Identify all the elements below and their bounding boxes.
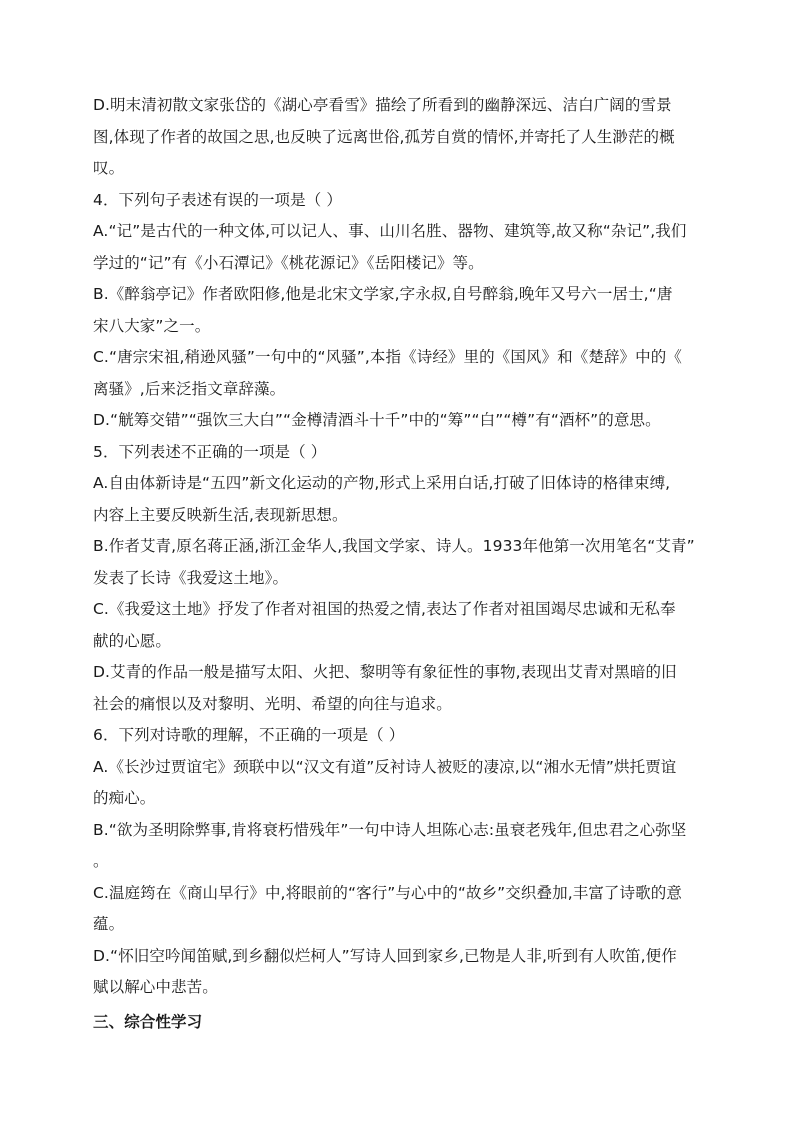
text-line: 献的心愿。	[93, 631, 172, 650]
text-line: D.明末清初散文家张岱的《湖心亭看雪》描绘了所看到的幽静深远、洁白广阔的雪景	[93, 96, 672, 114]
text-line: 发表了长诗《我爱这土地》。	[93, 568, 289, 587]
question-5-option-a: A.自由体新诗是“五四”新文化运动的产物,形式上采用白话,打破了旧体诗的格律束缚,	[93, 474, 671, 492]
question-4-option-b: B.《醉翁亭记》作者欧阳修,他是北宋文学家,字永叔,自号醉翁,晚年又号六一居士,“唐	[93, 285, 673, 303]
question-6-stem: 6．下列对诗歌的理解，不正确的一项是（ ）	[93, 726, 405, 744]
text-line: 的痴心。	[93, 789, 156, 807]
question-5-option-b: B.作者艾青,原名蒋正涵,浙江金华人,我国文学家、诗人。1933年他第一次用笔名“艾青”	[93, 537, 695, 555]
document-page	[93, 90, 705, 1038]
question-4-option-d: D.“觥筹交错”“强饮三大白”“金樽清酒斗十千”中的“筹”“白”“樽”有“酒杯”的意思。	[93, 411, 661, 429]
text-line: 赋以解心中悲苦。	[93, 978, 218, 996]
question-6-option-b: B.“欲为圣明除弊事,肯将衰朽惜残年”一句中诗人坦陈心志:虽衰老残年,但忠君之心弥坚	[93, 820, 687, 839]
text-line: 叹。	[93, 159, 125, 177]
question-5-option-c: C.《我爱这土地》抒发了作者对祖国的热爱之情,表达了作者对祖国竭尽忠诚和无私奉	[93, 600, 676, 618]
text-line: 图,体现了作者的故国之思,也反映了远离世俗,孤芳自赏的情怀,并寄托了人生渺茫的概	[93, 127, 675, 146]
text-line: 蕴。	[93, 915, 125, 933]
question-5-option-d: D.艾青的作品一般是描写太阳、火把、黎明等有象征性的事物,表现出艾青对黑暗的旧	[93, 663, 677, 681]
question-5-stem: 5．下列表述不正确的一项是（ ）	[93, 442, 327, 461]
question-6-option-d: D.“怀旧空吟闻笛赋,到乡翻似烂柯人”写诗人回到家乡,已物是人非,听到有人吹笛,便作	[93, 946, 677, 965]
text-line: 。	[93, 852, 109, 870]
question-4-option-a: A.“记”是古代的一种文体,可以记人、事、山川名胜、器物、建筑等,故又称“杂记”,我们	[93, 222, 687, 240]
question-4-option-c: C.“唐宗宋祖,稍逊风骚”一句中的“风骚”,本指《诗经》里的《国风》和《楚辞》中的《	[93, 348, 682, 366]
question-6-option-c: C.温庭筠在《商山早行》中,将眼前的“客行”与心中的“故乡”交织叠加,丰富了诗歌的意	[93, 883, 682, 902]
section-title: 三、综合性学习	[93, 1012, 203, 1031]
question-6-option-a: A.《长沙过贾谊宅》颈联中以“汉文有道”反衬诗人被贬的凄凉,以“湘水无情”烘托贾谊	[93, 757, 677, 776]
text-line: 宋八大家”之一。	[93, 316, 211, 335]
question-4-stem: 4．下列句子表述有误的一项是（ ）	[93, 190, 342, 209]
text-line: 学过的“记”有《小石潭记》《桃花源记》《岳阳楼记》等。	[93, 253, 484, 272]
text-line: 内容上主要反映新生活,表现新思想。	[93, 505, 348, 524]
text-line: 社会的痛恨以及对黎明、光明、希望的向往与追求。	[93, 694, 452, 713]
text-line: 离骚》,后来泛指文章辞藻。	[93, 379, 286, 398]
